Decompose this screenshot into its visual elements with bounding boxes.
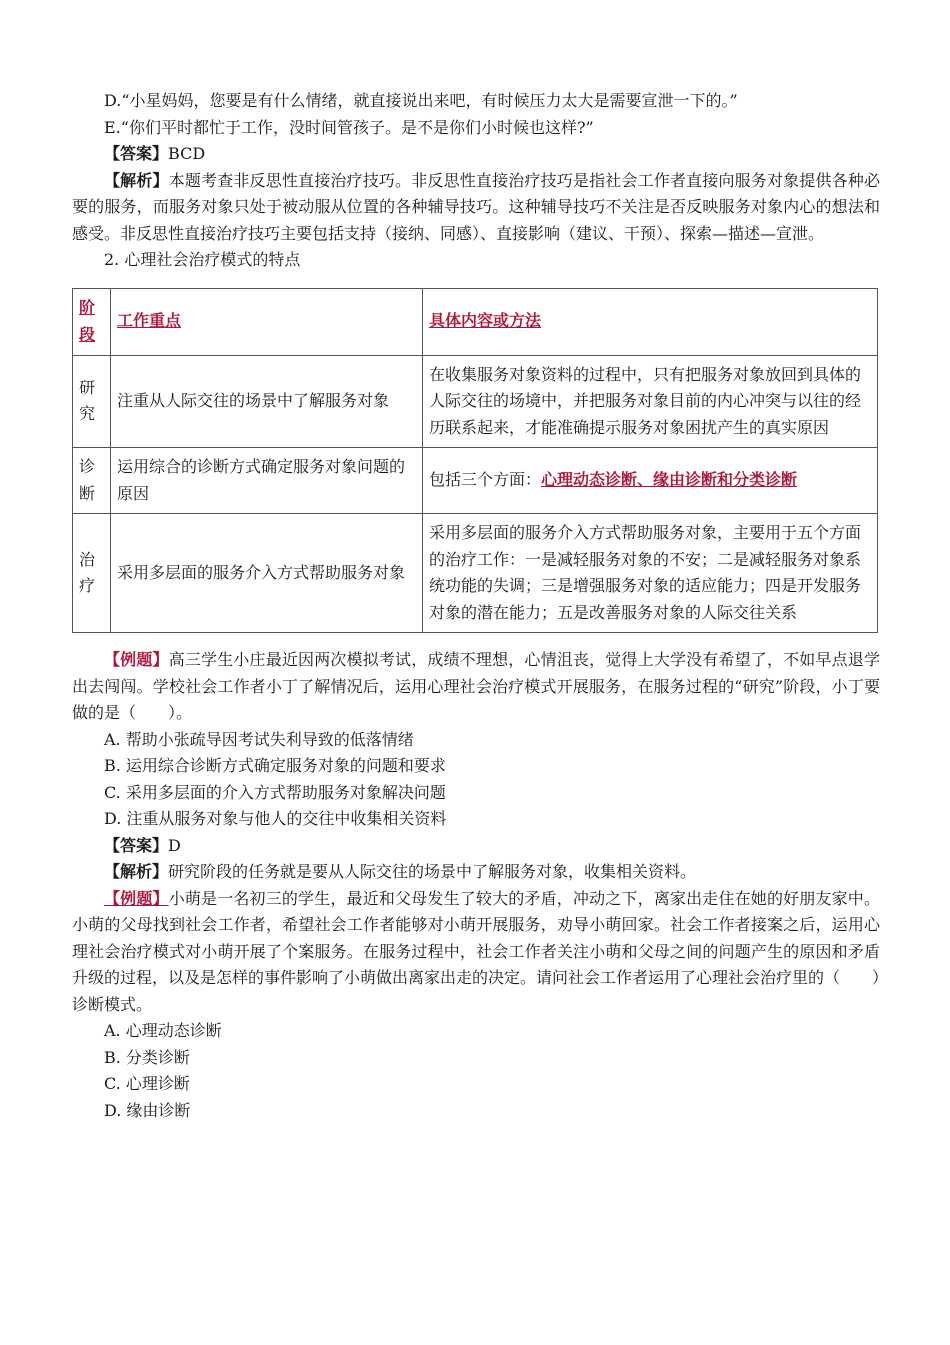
section-heading: 2. 心理社会治疗模式的特点	[104, 250, 301, 269]
q1-option-e: E.“你们平时都忙于工作，没时间管孩子。是不是你们小时候也这样?”	[104, 117, 594, 137]
example2-option-b: B. 分类诊断	[104, 1047, 190, 1067]
example-label: 【例题】	[104, 650, 169, 669]
stage-cell: 诊断	[73, 448, 111, 514]
table-row	[73, 355, 878, 448]
explain-label: 【解析】	[104, 862, 169, 881]
example1-stem	[72, 647, 880, 727]
focus-cell: 采用多层面的服务介入方式帮助服务对象	[111, 514, 423, 633]
example-label: 【例题】	[104, 888, 169, 908]
content-prefix: 包括三个方面：	[429, 470, 542, 490]
header-content: 具体内容或方法	[423, 288, 878, 355]
stages-table	[72, 288, 878, 634]
q1-answer	[72, 141, 880, 168]
explain-text: 本题考查非反思性直接治疗技巧。非反思性直接治疗技巧是指社会工作者直接向服务对象提供各种必要的服务，而服务对象只处于被动服从位置的各种辅导技巧。这种辅导技巧不关注是否反映服务对象内心的想法和感受。非反思性直接治疗技巧主要包括支持（接纳、同感）、直接影响（建议、干预）、探索—描述—宣泄。	[72, 170, 880, 243]
answer-value: D	[168, 835, 181, 855]
explain-label: 【解析】	[104, 170, 169, 190]
content-highlight: 心理动态诊断、缘由诊断和分类诊断	[541, 470, 798, 490]
header-focus: 工作重点	[111, 288, 423, 355]
content-cell	[423, 448, 878, 514]
answer-value: BCD	[168, 144, 206, 163]
q1-option-d: D.“小星妈妈，您要是有什么情绪，就直接说出来吧，有时候压力太大是需要宣泄一下的。”	[104, 91, 738, 110]
document-page	[72, 88, 880, 1124]
explain-text: 研究阶段的任务就是要从人际交往的场景中了解服务对象，收集相关资料。	[168, 862, 697, 881]
answer-label: 【答案】	[104, 144, 169, 163]
example2-stem	[72, 886, 880, 1019]
content-cell: 在收集服务对象资料的过程中，只有把服务对象放回到具体的人际交往的场境中，并把服务对象目前的内心冲突与以往的经历联系起来，才能准确提示服务对象困扰产生的真实原因	[423, 355, 878, 448]
example2-option-d: D. 缘由诊断	[104, 1100, 191, 1120]
example-stem-text: 高三学生小庄最近因两次模拟考试，成绩不理想，心情沮丧，觉得上大学没有希望了，不如早点退学出去闯闯。学校社会工作者小丁了解情况后，运用心理社会治疗模式开展服务，在服务过程的“研究”阶段，小丁要做的是（ ）。	[72, 650, 880, 722]
example2-option-c: C. 心理诊断	[104, 1074, 190, 1093]
q1-explanation	[72, 168, 880, 248]
focus-cell: 运用综合的诊断方式确定服务对象问题的原因	[111, 448, 423, 514]
content-cell: 采用多层面的服务介入方式帮助服务对象，主要用于五个方面的治疗工作：一是减轻服务对象的不安；二是减轻服务对象系统功能的失调；三是增强服务对象的适应能力；四是开发服务对象的潜在能力；五是改善服务对象的人际交往关系	[423, 514, 878, 633]
example-stem-text: 小萌是一名初三的学生，最近和父母发生了较大的矛盾，冲动之下，离家出走住在她的好朋友家中。小萌的父母找到社会工作者，希望社会工作者能够对小萌开展服务，劝导小萌回家。社会工作者接案之后，运用心理社会治疗模式对小萌开展了个案服务。在服务过程中，社会工作者关注小萌和父母之间的问题产生的原因和矛盾升级的过程，以及是怎样的事件影响了小萌做出离家出走的决定。请问社会工作者运用了心理社会治疗里的（ ）诊断模式。	[72, 888, 881, 1014]
table-row	[73, 514, 878, 633]
example1-answer	[72, 833, 880, 860]
example1-explanation	[72, 859, 880, 886]
example1-option-b: B. 运用综合诊断方式确定服务对象的问题和要求	[104, 756, 446, 775]
answer-label: 【答案】	[104, 835, 169, 855]
header-stage: 阶段	[73, 288, 111, 355]
example1-option-c: C. 采用多层面的介入方式帮助服务对象解决问题	[104, 782, 446, 802]
example1-option-d: D. 注重从服务对象与他人的交往中收集相关资料	[104, 809, 447, 828]
stage-cell: 研究	[73, 355, 111, 448]
example1-option-a: A. 帮助小张疏导因考试失利导致的低落情绪	[104, 729, 414, 749]
table-header-row	[73, 288, 878, 355]
table-row	[73, 448, 878, 514]
example2-option-a: A. 心理动态诊断	[104, 1021, 222, 1040]
stage-cell: 治疗	[73, 514, 111, 633]
focus-cell: 注重从人际交往的场景中了解服务对象	[111, 355, 423, 448]
